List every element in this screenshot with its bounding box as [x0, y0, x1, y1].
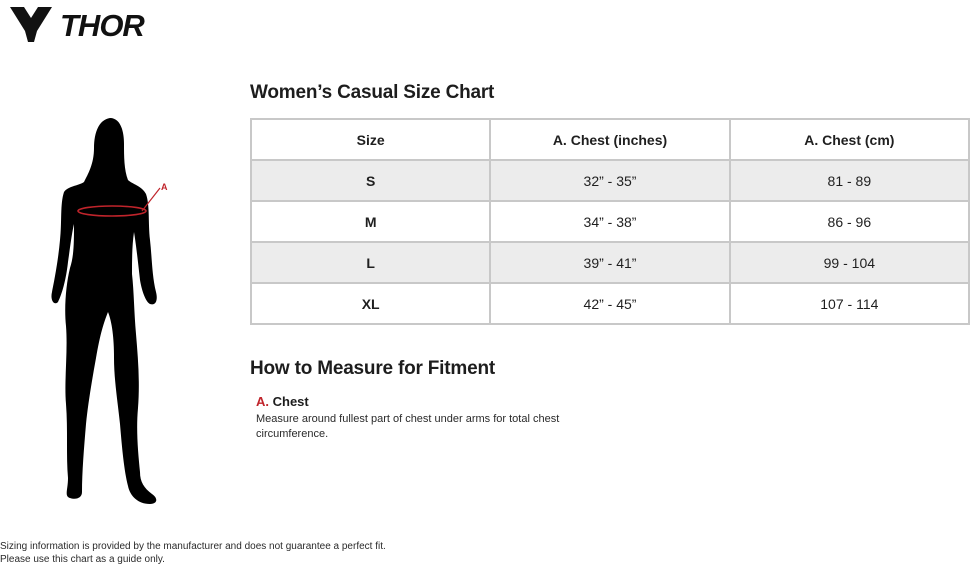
disclaimer-line-1: Sizing information is provided by the manufacturer and does not guarantee a perfect fit. [0, 541, 386, 552]
header-chest-inches: A. Chest (inches) [490, 119, 729, 160]
thor-emblem-icon [10, 7, 52, 42]
size-cell: XL [251, 283, 490, 324]
disclaimer [0, 540, 420, 566]
chest-inches-cell: 32” - 35” [490, 160, 729, 201]
table-header-row [251, 119, 969, 160]
header-chest-cm: A. Chest (cm) [730, 119, 969, 160]
measure-item-heading [256, 394, 309, 409]
measure-section-title: How to Measure for Fitment [250, 358, 495, 379]
chest-cm-cell: 81 - 89 [730, 160, 969, 201]
size-chart-table [250, 118, 970, 325]
table-row [251, 283, 969, 324]
measure-item-letter: A. [256, 394, 269, 409]
disclaimer-line-2: Please use this chart as a guide only. [0, 554, 165, 565]
table-row [251, 201, 969, 242]
table-row [251, 242, 969, 283]
size-cell: L [251, 242, 490, 283]
thor-logo-text: THOR [60, 8, 144, 43]
chest-cm-cell: 86 - 96 [730, 201, 969, 242]
body-silhouette [48, 112, 178, 512]
chart-title: Women’s Casual Size Chart [250, 82, 495, 103]
chest-inches-cell: 42” - 45” [490, 283, 729, 324]
measure-item-label: Chest [272, 394, 309, 409]
size-cell: M [251, 201, 490, 242]
table-row [251, 160, 969, 201]
size-cell: S [251, 160, 490, 201]
header-size: Size [251, 119, 490, 160]
chest-cm-cell: 99 - 104 [730, 242, 969, 283]
measure-item-description: Measure around fullest part of chest under arms for total chest circumference. [256, 413, 560, 440]
chest-marker-label: A [161, 182, 168, 192]
chest-cm-cell: 107 - 114 [730, 283, 969, 324]
thor-logo [8, 4, 188, 44]
chest-inches-cell: 39” - 41” [490, 242, 729, 283]
chest-inches-cell: 34” - 38” [490, 201, 729, 242]
